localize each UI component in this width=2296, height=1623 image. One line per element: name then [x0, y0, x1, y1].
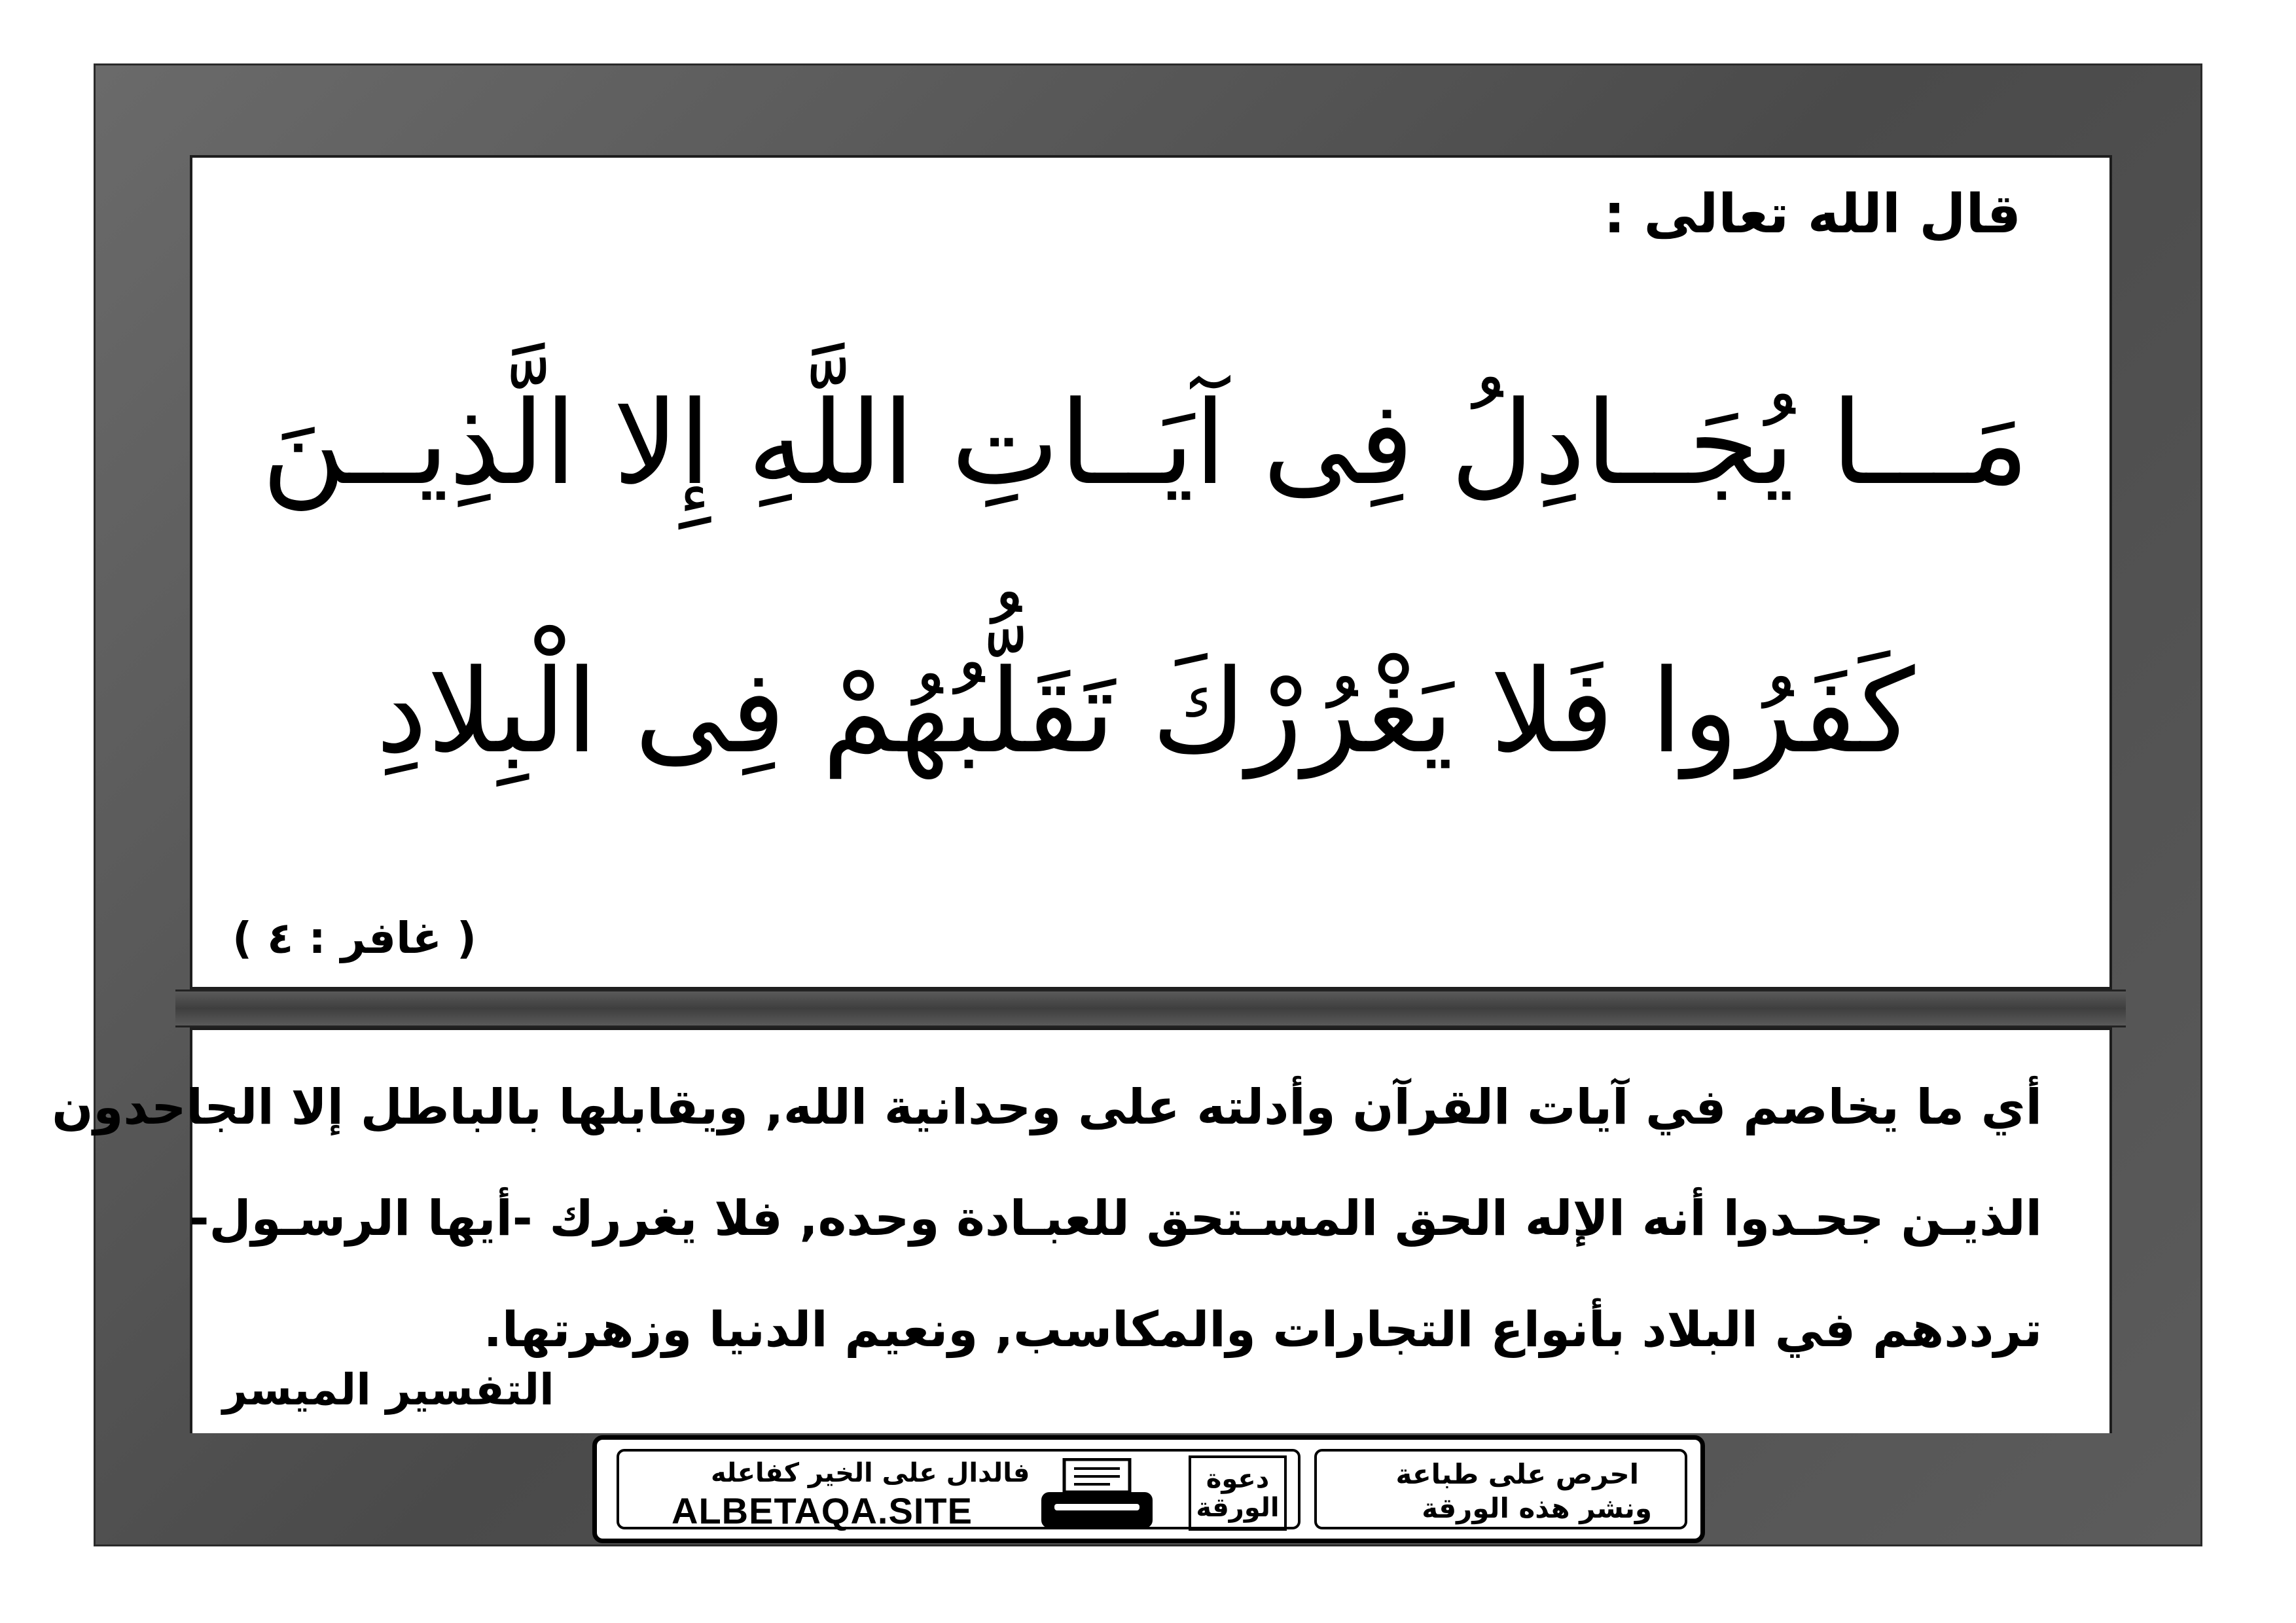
tafsir-line-3: ترددهم في البلاد بأنواع التجارات والمكاسب, ونعيم الدنيا وزهرتها. [483, 1302, 2042, 1358]
printer-icon [1038, 1458, 1156, 1530]
footer-call-box [1314, 1449, 1687, 1529]
tafsir-line-1: أي ما يخاصم في آيات القرآن وأدلته على وحدانية الله, ويقابلها بالباطل إلا الجاحدون [52, 1079, 2042, 1135]
footer-banner [592, 1435, 1705, 1543]
panel-divider [175, 990, 2126, 1027]
footer-tagline: فالدال على الخير كفاعله [711, 1458, 1030, 1488]
tafsir-source: التفسير الميسر [223, 1364, 554, 1415]
tafsir-line-2: الذيـن جحـدوا أنه الإله الحق المسـتحق للعبـادة وحده, فلا يغررك -أيها الرسـول- [188, 1190, 2042, 1247]
footer-site-link[interactable]: ALBETAQA.SITE [672, 1490, 973, 1531]
footer-call-line-1: احرص على طباعة [1395, 1458, 1639, 1490]
verse-line-1: مَـــا يُجَــادِلُ فِى آيَــاتِ اللَّهِ إِلا الَّذِيــنَ [261, 376, 2030, 510]
footer-call-line-2: ونشر هذه الورقة [1422, 1492, 1652, 1524]
verse-intro: قال الله تعالى : [1604, 183, 2021, 245]
verse-reference: ( غافر : ٤ ) [232, 913, 477, 963]
footer-site-box [617, 1449, 1300, 1529]
verse-panel [190, 155, 2112, 990]
brand-logo: دعوة الورقة [1189, 1455, 1287, 1531]
verse-line-2: كَفَرُوا فَلا يَغْرُرْكَ تَقَلُّبُهُمْ فِى الْبِلادِ [376, 645, 1915, 779]
